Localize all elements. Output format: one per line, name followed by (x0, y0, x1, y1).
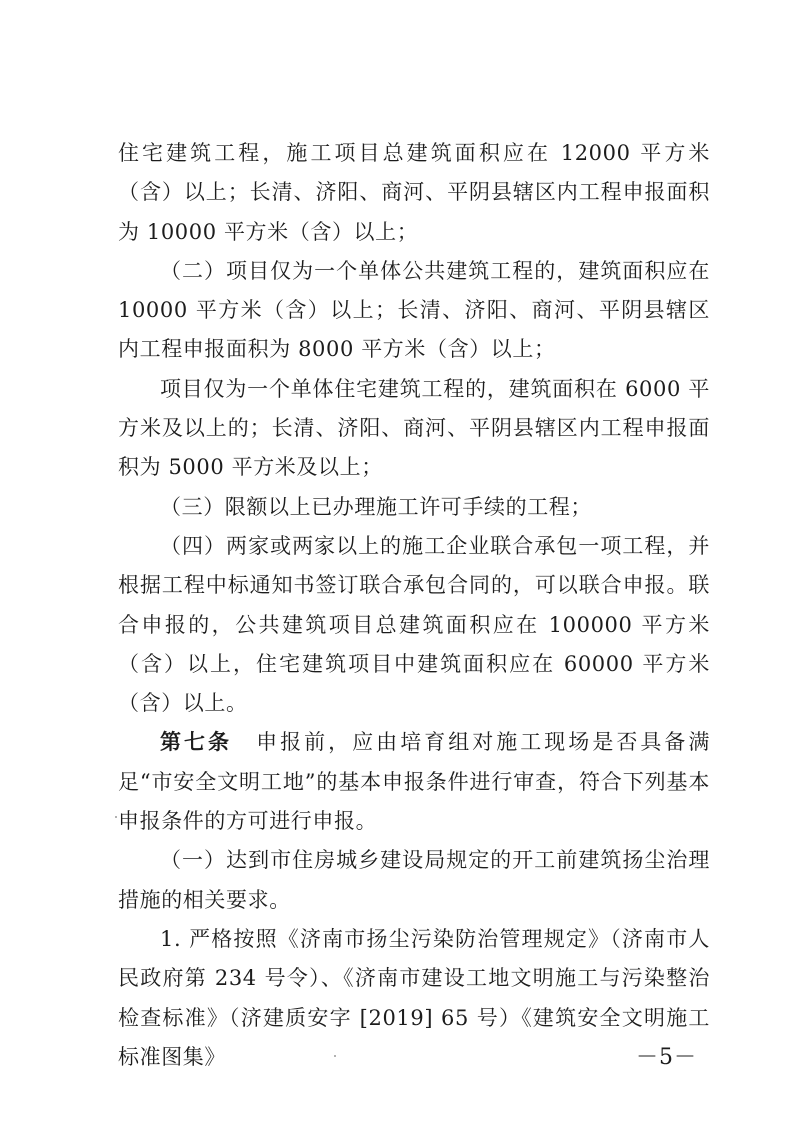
paragraph-residential-threshold: 住宅建筑工程，施工项目总建筑面积应在 12000 平方米（含）以上；长清、济阳、商河、平阴县辖区内工程申报面积为 10000 平方米（含）以上； (118, 141, 710, 244)
article-seven (118, 723, 710, 841)
scan-speck (115, 816, 117, 818)
paragraph-requirement-one-sub-one: 1. 严格按照《济南市扬尘污染防治管理规定》（济南市人民政府第 234 号令）、《济南市建设工地文明施工与污染整治检查标准》（济建质安字 [2019] 65 号）《建筑安全文明施工标准图集》 (118, 926, 710, 1069)
article-text: 申报前，应由培育组对施工现场是否具备满足“市安全文明工地”的基本申报条件进行审查，符合下列基本申报条件的方可进行申报。 (118, 730, 710, 834)
paragraph-item-three: （三）限额以上已办理施工许可手续的工程； (160, 494, 592, 519)
article-spacer (232, 730, 256, 754)
article-heading: 第七条 (160, 730, 233, 755)
paragraph-requirement-one: （一）达到市住房城乡建设局规定的开工前建筑扬尘治理措施的相关要求。 (118, 848, 710, 912)
body-text (118, 134, 710, 1077)
page-number: －5－ (636, 1045, 697, 1070)
paragraph-item-four: （四）两家或两家以上的施工企业联合承包一项工程，并根据工程中标通知书签订联合承包合同的，可以联合申报。联合申报的，公共建筑项目总建筑面积应在 100000 平方米（含）以上，住宅建筑项目中建筑面积应在 60000 平方米（含）以上。 (118, 533, 710, 716)
scan-speck (334, 1055, 336, 1057)
paragraph-single-residential: 项目仅为一个单体住宅建筑工程的，建筑面积在 6000 平方米及以上的；长清、济阳、商河、平阴县辖区内工程申报面积为 5000 平方米及以上； (118, 376, 710, 480)
paragraph-item-two: （二）项目仅为一个单体公共建筑工程的，建筑面积应在 10000 平方米（含）以上；长清、济阳、商河、平阴县辖区内工程申报面积为 8000 平方米（含）以上； (118, 258, 710, 362)
